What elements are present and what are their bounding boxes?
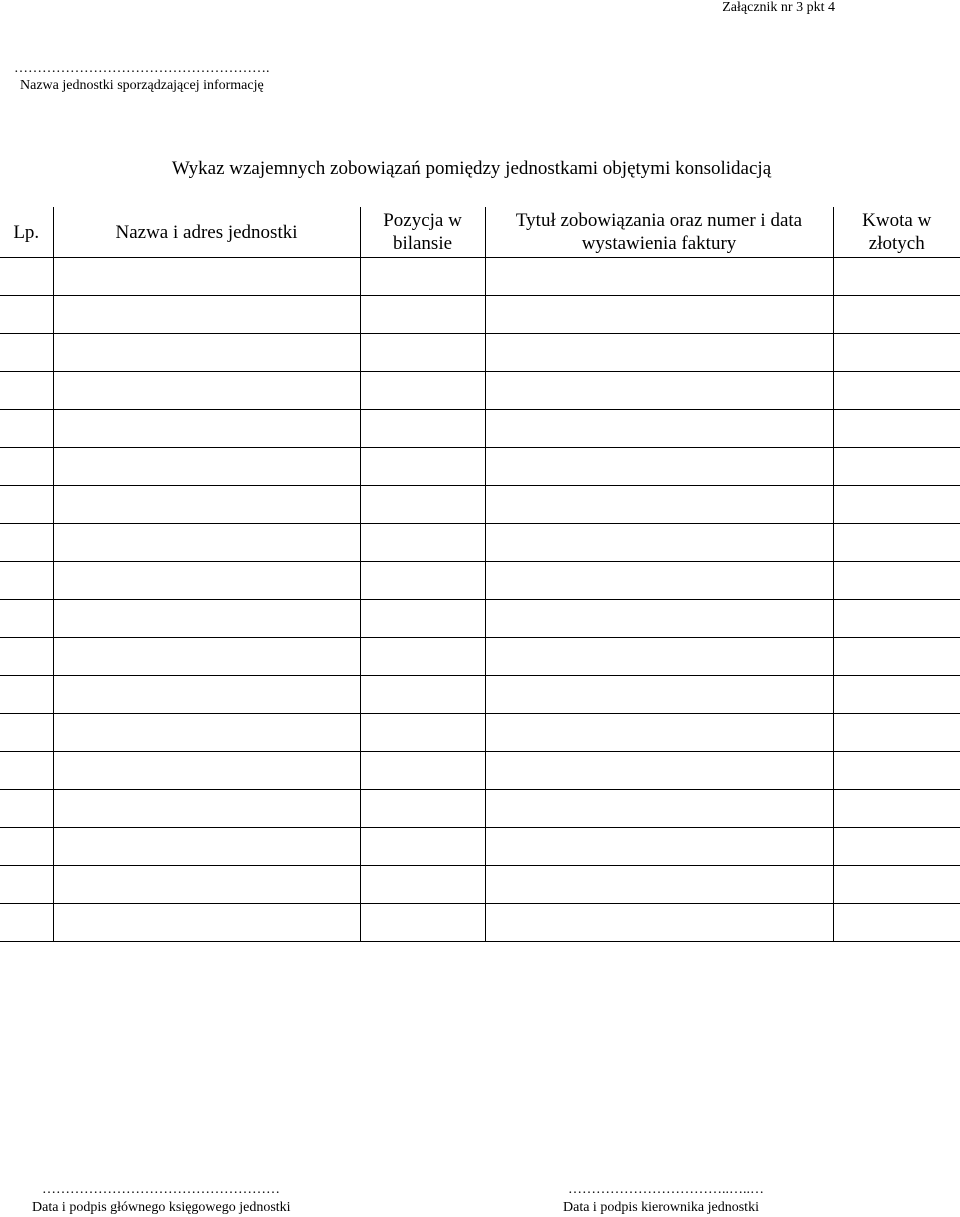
- table-row: [0, 296, 960, 334]
- cell-unit-name-address[interactable]: [53, 372, 360, 410]
- cell-liability-title[interactable]: [485, 714, 833, 752]
- table-row: [0, 562, 960, 600]
- table-body: [0, 258, 960, 942]
- cell-balance-position[interactable]: [360, 752, 485, 790]
- cell-lp[interactable]: [0, 334, 53, 372]
- cell-amount[interactable]: [833, 676, 960, 714]
- cell-liability-title[interactable]: [485, 790, 833, 828]
- cell-lp[interactable]: [0, 600, 53, 638]
- table-header-row: [0, 207, 960, 258]
- cell-unit-name-address[interactable]: [53, 752, 360, 790]
- cell-unit-name-address[interactable]: [53, 714, 360, 752]
- cell-lp[interactable]: [0, 790, 53, 828]
- cell-lp[interactable]: [0, 828, 53, 866]
- table-row: [0, 448, 960, 486]
- cell-balance-position[interactable]: [360, 524, 485, 562]
- cell-balance-position[interactable]: [360, 296, 485, 334]
- cell-amount[interactable]: [833, 714, 960, 752]
- cell-amount[interactable]: [833, 258, 960, 296]
- chief-accountant-signature-caption: Data i podpis głównego księgowego jednostki: [32, 1200, 291, 1215]
- cell-lp[interactable]: [0, 866, 53, 904]
- table-row: [0, 790, 960, 828]
- cell-amount[interactable]: [833, 828, 960, 866]
- column-header-balance-position: Pozycja w bilansie: [360, 207, 485, 258]
- cell-balance-position[interactable]: [360, 866, 485, 904]
- cell-liability-title[interactable]: [485, 296, 833, 334]
- cell-lp[interactable]: [0, 904, 53, 942]
- cell-liability-title[interactable]: [485, 448, 833, 486]
- cell-unit-name-address[interactable]: [53, 866, 360, 904]
- table-row: [0, 372, 960, 410]
- cell-balance-position[interactable]: [360, 828, 485, 866]
- column-header-unit-name-address: Nazwa i adres jednostki: [53, 207, 360, 258]
- unit-head-signature-line: ……………………………..…..…: [568, 1182, 764, 1197]
- annex-reference: Załącznik nr 3 pkt 4: [722, 0, 835, 15]
- cell-balance-position[interactable]: [360, 714, 485, 752]
- cell-amount[interactable]: [833, 524, 960, 562]
- cell-amount[interactable]: [833, 904, 960, 942]
- cell-liability-title[interactable]: [485, 752, 833, 790]
- table-row: [0, 410, 960, 448]
- cell-liability-title[interactable]: [485, 676, 833, 714]
- cell-unit-name-address[interactable]: [53, 258, 360, 296]
- cell-liability-title[interactable]: [485, 334, 833, 372]
- cell-balance-position[interactable]: [360, 448, 485, 486]
- table-row: [0, 258, 960, 296]
- chief-accountant-signature-line: ……………………………………………: [42, 1182, 280, 1197]
- cell-amount[interactable]: [833, 334, 960, 372]
- cell-unit-name-address[interactable]: [53, 410, 360, 448]
- cell-lp[interactable]: [0, 752, 53, 790]
- cell-lp[interactable]: [0, 638, 53, 676]
- table-row: [0, 638, 960, 676]
- cell-liability-title[interactable]: [485, 904, 833, 942]
- cell-liability-title[interactable]: [485, 372, 833, 410]
- cell-amount[interactable]: [833, 866, 960, 904]
- cell-liability-title[interactable]: [485, 866, 833, 904]
- cell-balance-position[interactable]: [360, 334, 485, 372]
- cell-amount[interactable]: [833, 638, 960, 676]
- cell-amount[interactable]: [833, 372, 960, 410]
- cell-lp[interactable]: [0, 714, 53, 752]
- cell-amount[interactable]: [833, 600, 960, 638]
- cell-lp[interactable]: [0, 562, 53, 600]
- cell-amount[interactable]: [833, 790, 960, 828]
- cell-balance-position[interactable]: [360, 410, 485, 448]
- cell-unit-name-address[interactable]: [53, 562, 360, 600]
- cell-unit-name-address[interactable]: [53, 904, 360, 942]
- cell-balance-position[interactable]: [360, 904, 485, 942]
- cell-lp[interactable]: [0, 486, 53, 524]
- table-row: [0, 676, 960, 714]
- cell-liability-title[interactable]: [485, 524, 833, 562]
- cell-lp[interactable]: [0, 524, 53, 562]
- cell-liability-title[interactable]: [485, 828, 833, 866]
- cell-unit-name-address[interactable]: [53, 638, 360, 676]
- cell-lp[interactable]: [0, 448, 53, 486]
- cell-amount[interactable]: [833, 448, 960, 486]
- unit-name-caption: Nazwa jednostki sporządzającej informację: [20, 78, 264, 93]
- cell-balance-position[interactable]: [360, 638, 485, 676]
- cell-lp[interactable]: [0, 676, 53, 714]
- unit-name-dotted-line: ……………………………………………….: [14, 61, 270, 76]
- liabilities-table: [0, 207, 960, 942]
- table-row: [0, 486, 960, 524]
- cell-unit-name-address[interactable]: [53, 486, 360, 524]
- table-row: [0, 752, 960, 790]
- cell-amount[interactable]: [833, 296, 960, 334]
- cell-liability-title[interactable]: [485, 410, 833, 448]
- table-row: [0, 904, 960, 942]
- cell-lp[interactable]: [0, 372, 53, 410]
- table-row: [0, 334, 960, 372]
- cell-lp[interactable]: [0, 258, 53, 296]
- cell-unit-name-address[interactable]: [53, 600, 360, 638]
- cell-liability-title[interactable]: [485, 600, 833, 638]
- cell-balance-position[interactable]: [360, 676, 485, 714]
- cell-unit-name-address[interactable]: [53, 296, 360, 334]
- cell-liability-title[interactable]: [485, 486, 833, 524]
- cell-unit-name-address[interactable]: [53, 448, 360, 486]
- cell-unit-name-address[interactable]: [53, 828, 360, 866]
- cell-balance-position[interactable]: [360, 486, 485, 524]
- cell-amount[interactable]: [833, 562, 960, 600]
- cell-liability-title[interactable]: [485, 638, 833, 676]
- table-row: [0, 866, 960, 904]
- table-row: [0, 524, 960, 562]
- table-row: [0, 600, 960, 638]
- cell-unit-name-address[interactable]: [53, 334, 360, 372]
- cell-liability-title[interactable]: [485, 562, 833, 600]
- cell-unit-name-address[interactable]: [53, 676, 360, 714]
- column-header-lp: Lp.: [0, 207, 53, 258]
- cell-unit-name-address[interactable]: [53, 790, 360, 828]
- table-row: [0, 714, 960, 752]
- cell-lp[interactable]: [0, 296, 53, 334]
- cell-unit-name-address[interactable]: [53, 524, 360, 562]
- cell-amount[interactable]: [833, 410, 960, 448]
- cell-balance-position[interactable]: [360, 258, 485, 296]
- cell-balance-position[interactable]: [360, 562, 485, 600]
- cell-balance-position[interactable]: [360, 372, 485, 410]
- unit-head-signature-caption: Data i podpis kierownika jednostki: [563, 1200, 759, 1215]
- column-header-amount: Kwota w złotych: [833, 207, 960, 258]
- column-header-liability-title: Tytuł zobowiązania oraz numer i data wystawienia faktury: [485, 207, 833, 258]
- cell-balance-position[interactable]: [360, 790, 485, 828]
- cell-liability-title[interactable]: [485, 258, 833, 296]
- cell-lp[interactable]: [0, 410, 53, 448]
- cell-balance-position[interactable]: [360, 600, 485, 638]
- cell-amount[interactable]: [833, 752, 960, 790]
- cell-amount[interactable]: [833, 486, 960, 524]
- table-row: [0, 828, 960, 866]
- document-title: Wykaz wzajemnych zobowiązań pomiędzy jednostkami objętymi konsolidacją: [171, 158, 772, 179]
